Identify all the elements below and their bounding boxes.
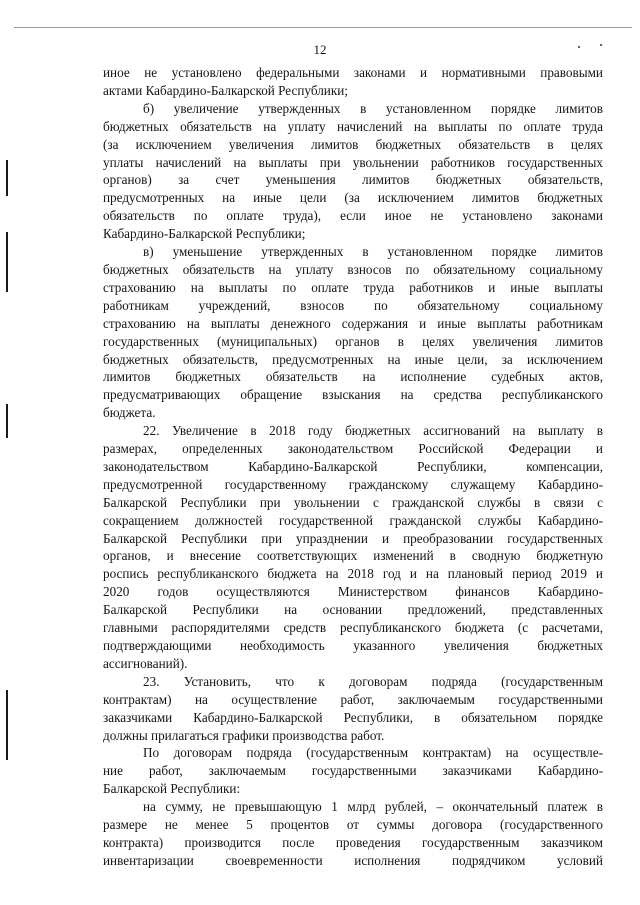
paragraph: [103, 744, 603, 798]
text-line: 23. Установить, что к договорам подряда (государственным: [143, 673, 603, 689]
text-line: органов, и внесение соответствующих изменений в сводную бюджетную: [103, 548, 603, 564]
text-line: контрактам) на осуществление работ, заключаемым государственными: [103, 691, 603, 707]
text-line: подтверждающими необходимость указанного увеличения бюджетных: [103, 638, 603, 653]
text-line: инвентаризации своевременности исполнения подрядчиком условий: [103, 852, 603, 868]
paragraph: [103, 243, 603, 422]
text-line: предусмотренной государственному гражданскому служащему Кабардино-: [103, 476, 603, 492]
text-line: 2020 годов осуществляются Министерством финансов Кабардино-: [103, 584, 603, 600]
text-line: главными распорядителями средств республиканского бюджета (с расчетами,: [103, 620, 603, 636]
text-line: работникам учреждений, взносов по обязательному социальному: [103, 297, 603, 313]
text-line: Балкарской Республики при увольнении с гражданской службы в связи с: [103, 494, 603, 510]
text-line: иное не установлено федеральными законами и нормативными правовыми: [103, 65, 603, 80]
text-line: сокращением должностей государственной гражданской службы Кабардино-: [103, 512, 603, 528]
page-number: 12: [313, 42, 327, 57]
text-line: бюджетных обязательств на уплату начислений на выплаты по оплате труда: [103, 118, 603, 134]
text-line: Балкарской Республики:: [103, 781, 241, 797]
text-line: предусматривающих обращение взыскания на средства республиканского: [103, 387, 603, 403]
text-line: на сумму, не превышающую 1 млрд рублей, – окончательный платеж в: [143, 799, 603, 815]
text-line: ассигнований).: [103, 655, 188, 671]
text-line: роспись республиканского бюджета на 2018 год и на плановый период 2019 и: [103, 566, 603, 582]
text-line: размерах, определенных законодательством Российской Федерации и: [103, 441, 603, 457]
text-line: По договорам подряда (государственным контрактам) на осуществле-: [143, 745, 603, 761]
text-line: размере не менее 5 процентов от суммы договора (государственного: [103, 817, 603, 833]
text-line: бюджета.: [103, 405, 156, 421]
text-line: Балкарской Республики при упразднении и преобразовании государственных: [103, 530, 603, 546]
margin-revision-mark: [6, 160, 8, 196]
text-line: должны прилагаться графики производства работ.: [103, 727, 385, 743]
text-line: бюджетных обязательств на уплату взносов по обязательному социальному: [103, 261, 603, 277]
text-line: контракта) производится после проведения государственным заказчиком: [103, 834, 603, 850]
text-line: обязательств по оплате труда), если иное не установлено законами: [103, 208, 603, 224]
margin-revision-mark: [6, 232, 8, 292]
page-top-edge: [14, 27, 632, 28]
document-body: [103, 64, 603, 870]
margin-revision-mark: [6, 404, 8, 438]
paragraph: [103, 422, 603, 673]
margin-revision-mark: [6, 690, 8, 760]
text-line: органов) за счет уменьшения лимитов бюджетных обязательств,: [103, 172, 603, 188]
text-line: уплаты начислений на выплаты при увольнении работников государственных: [103, 154, 603, 170]
text-line: 22. Увеличение в 2018 году бюджетных ассигнований на выплату в: [143, 423, 603, 439]
text-line: лимитов бюджетных обязательств на исполнение судебных актов,: [103, 369, 603, 385]
text-line: ние работ, заключаемым государственными заказчиками Кабардино-: [103, 763, 603, 779]
text-line: законодательством Кабардино-Балкарской Республики, компенсации,: [103, 458, 603, 474]
text-line: страхованию на выплаты по оплате труда работников и иные выплаты: [103, 279, 603, 295]
text-line: страхованию на выплаты денежного содержания и иные выплаты работникам: [103, 315, 603, 331]
text-line: предусмотренных на иные цели (за исключением лимитов бюджетных: [103, 190, 603, 206]
text-line: актами Кабардино-Балкарской Республики;: [103, 82, 348, 98]
text-line: (за исключением увеличения лимитов бюджетных обязательств в целях: [103, 136, 603, 152]
paragraph: [103, 64, 603, 100]
paragraph: [103, 100, 603, 243]
paragraph: [103, 673, 603, 745]
text-line: в) уменьшение утвержденных в установленном порядке лимитов: [143, 244, 603, 260]
text-line: Балкарской Республики на основании предложений, представленных: [103, 602, 603, 618]
text-line: заказчиками Кабардино-Балкарской Республики, в обязательном порядке: [103, 709, 603, 725]
text-line: Кабардино-Балкарской Республики;: [103, 226, 306, 242]
text-line: бюджетных обязательств, предусмотренных на иные цели, за исключением: [103, 351, 603, 367]
text-line: б) увеличение утвержденных в установленном порядке лимитов: [143, 100, 603, 116]
paragraph: [103, 798, 603, 870]
text-line: государственных (муниципальных) органов в целях увеличения лимитов: [103, 333, 603, 349]
